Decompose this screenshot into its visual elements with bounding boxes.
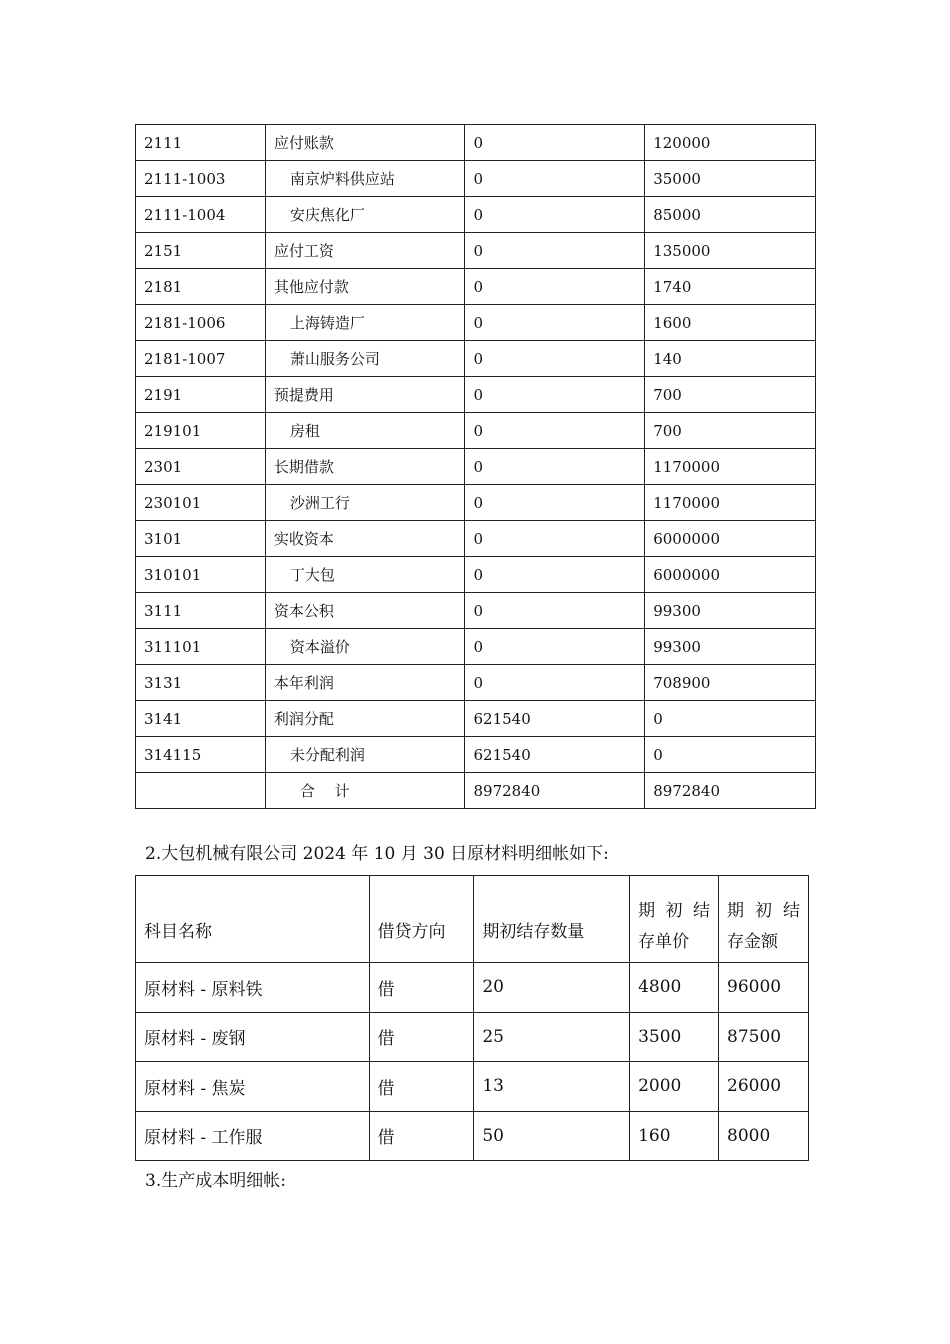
account-name-cell: 安庆焦化厂 xyxy=(265,197,465,233)
account-code-cell: 3101 xyxy=(136,521,266,557)
account-code-cell: 2151 xyxy=(136,233,266,269)
credit-cell: 120000 xyxy=(645,125,816,161)
table-row xyxy=(136,963,809,1013)
account-name-cell: 实收资本 xyxy=(265,521,465,557)
table-row xyxy=(136,305,816,341)
account-name-cell: 预提费用 xyxy=(265,377,465,413)
material-name-cell: 原材料 - 废钢 xyxy=(136,1012,370,1062)
column-header: 科目名称 xyxy=(136,876,370,963)
table-row xyxy=(136,233,816,269)
material-name-cell: 原材料 - 原料铁 xyxy=(136,963,370,1013)
table-row xyxy=(136,701,816,737)
debit-cell: 0 xyxy=(465,233,645,269)
material-price-cell: 2000 xyxy=(630,1062,719,1112)
column-header: 期 初 结 存金额 xyxy=(719,876,809,963)
table-row xyxy=(136,341,816,377)
credit-cell: 6000000 xyxy=(645,521,816,557)
material-dir-cell: 借 xyxy=(369,963,474,1013)
material-price-cell: 3500 xyxy=(630,1012,719,1062)
account-code-cell: 3141 xyxy=(136,701,266,737)
account-name-cell: 上海铸造厂 xyxy=(265,305,465,341)
account-name-cell: 未分配利润 xyxy=(265,737,465,773)
table-row xyxy=(136,593,816,629)
debit-cell: 0 xyxy=(465,377,645,413)
account-name-cell: 其他应付款 xyxy=(265,269,465,305)
credit-cell: 700 xyxy=(645,377,816,413)
table-row xyxy=(136,413,816,449)
table-row xyxy=(136,629,816,665)
account-name-cell: 应付工资 xyxy=(265,233,465,269)
material-qty-cell: 50 xyxy=(474,1111,630,1161)
account-name-cell: 丁大包 xyxy=(265,557,465,593)
credit-cell: 0 xyxy=(645,737,816,773)
table-row xyxy=(136,197,816,233)
credit-cell: 1740 xyxy=(645,269,816,305)
debit-cell: 0 xyxy=(465,269,645,305)
total-credit-cell: 8972840 xyxy=(645,773,816,809)
account-code-cell: 2301 xyxy=(136,449,266,485)
table-row xyxy=(136,557,816,593)
material-name-cell: 原材料 - 焦炭 xyxy=(136,1062,370,1112)
total-row xyxy=(136,773,816,809)
table-row xyxy=(136,377,816,413)
table-row xyxy=(136,161,816,197)
total-debit-cell: 8972840 xyxy=(465,773,645,809)
table-row xyxy=(136,1111,809,1161)
debit-cell: 621540 xyxy=(465,701,645,737)
account-name-cell: 资本溢价 xyxy=(265,629,465,665)
credit-cell: 99300 xyxy=(645,593,816,629)
account-code-cell: 314115 xyxy=(136,737,266,773)
account-code-cell: 2181-1006 xyxy=(136,305,266,341)
account-code-cell: 219101 xyxy=(136,413,266,449)
debit-cell: 0 xyxy=(465,593,645,629)
debit-cell: 0 xyxy=(465,557,645,593)
account-code-cell: 2111-1003 xyxy=(136,161,266,197)
credit-cell: 99300 xyxy=(645,629,816,665)
table-row xyxy=(136,737,816,773)
account-code-cell: 310101 xyxy=(136,557,266,593)
debit-cell: 0 xyxy=(465,413,645,449)
material-qty-cell: 13 xyxy=(474,1062,630,1112)
table-row xyxy=(136,1012,809,1062)
material-amount-cell: 96000 xyxy=(719,963,809,1013)
debit-cell: 621540 xyxy=(465,737,645,773)
column-header: 期 初 结 存单价 xyxy=(630,876,719,963)
material-dir-cell: 借 xyxy=(369,1012,474,1062)
material-qty-cell: 20 xyxy=(474,963,630,1013)
section-2-title: 2.大包机械有限公司 2024 年 10 月 30 日原材料明细帐如下: xyxy=(145,844,609,864)
column-header: 期初结存数量 xyxy=(474,876,630,963)
credit-cell: 1170000 xyxy=(645,449,816,485)
account-code-cell: 2181 xyxy=(136,269,266,305)
material-price-cell: 4800 xyxy=(630,963,719,1013)
debit-cell: 0 xyxy=(465,161,645,197)
material-amount-cell: 26000 xyxy=(719,1062,809,1112)
debit-cell: 0 xyxy=(465,665,645,701)
debit-cell: 0 xyxy=(465,197,645,233)
account-name-cell: 利润分配 xyxy=(265,701,465,737)
debit-cell: 0 xyxy=(465,629,645,665)
debit-cell: 0 xyxy=(465,449,645,485)
credit-cell: 85000 xyxy=(645,197,816,233)
column-header: 借贷方向 xyxy=(369,876,474,963)
table-row xyxy=(136,1062,809,1112)
material-price-cell: 160 xyxy=(630,1111,719,1161)
credit-cell: 35000 xyxy=(645,161,816,197)
account-name-cell: 南京炉料供应站 xyxy=(265,161,465,197)
section-3-title: 3.生产成本明细帐: xyxy=(145,1171,286,1191)
credit-cell: 1600 xyxy=(645,305,816,341)
raw-materials-table xyxy=(135,875,809,1161)
account-code-cell: 2111-1004 xyxy=(136,197,266,233)
account-code-cell: 3111 xyxy=(136,593,266,629)
credit-cell: 700 xyxy=(645,413,816,449)
empty-cell xyxy=(136,773,266,809)
header-row xyxy=(136,876,809,963)
account-code-cell: 2181-1007 xyxy=(136,341,266,377)
credit-cell: 0 xyxy=(645,701,816,737)
account-name-cell: 资本公积 xyxy=(265,593,465,629)
table-row xyxy=(136,269,816,305)
material-dir-cell: 借 xyxy=(369,1111,474,1161)
ledger-balance-table xyxy=(135,124,816,809)
material-dir-cell: 借 xyxy=(369,1062,474,1112)
account-name-cell: 萧山服务公司 xyxy=(265,341,465,377)
material-amount-cell: 87500 xyxy=(719,1012,809,1062)
table-row xyxy=(136,485,816,521)
account-code-cell: 3131 xyxy=(136,665,266,701)
material-name-cell: 原材料 - 工作服 xyxy=(136,1111,370,1161)
account-name-cell: 本年利润 xyxy=(265,665,465,701)
debit-cell: 0 xyxy=(465,485,645,521)
account-code-cell: 2191 xyxy=(136,377,266,413)
account-code-cell: 230101 xyxy=(136,485,266,521)
account-name-cell: 沙洲工行 xyxy=(265,485,465,521)
account-name-cell: 应付账款 xyxy=(265,125,465,161)
table-row xyxy=(136,665,816,701)
material-amount-cell: 8000 xyxy=(719,1111,809,1161)
debit-cell: 0 xyxy=(465,125,645,161)
account-code-cell: 311101 xyxy=(136,629,266,665)
account-name-cell: 房租 xyxy=(265,413,465,449)
table-row xyxy=(136,125,816,161)
total-label-cell: 合 计 xyxy=(265,773,465,809)
table-row xyxy=(136,521,816,557)
credit-cell: 6000000 xyxy=(645,557,816,593)
credit-cell: 135000 xyxy=(645,233,816,269)
credit-cell: 1170000 xyxy=(645,485,816,521)
account-name-cell: 长期借款 xyxy=(265,449,465,485)
table-row xyxy=(136,449,816,485)
credit-cell: 708900 xyxy=(645,665,816,701)
material-qty-cell: 25 xyxy=(474,1012,630,1062)
debit-cell: 0 xyxy=(465,341,645,377)
debit-cell: 0 xyxy=(465,521,645,557)
account-code-cell: 2111 xyxy=(136,125,266,161)
credit-cell: 140 xyxy=(645,341,816,377)
debit-cell: 0 xyxy=(465,305,645,341)
